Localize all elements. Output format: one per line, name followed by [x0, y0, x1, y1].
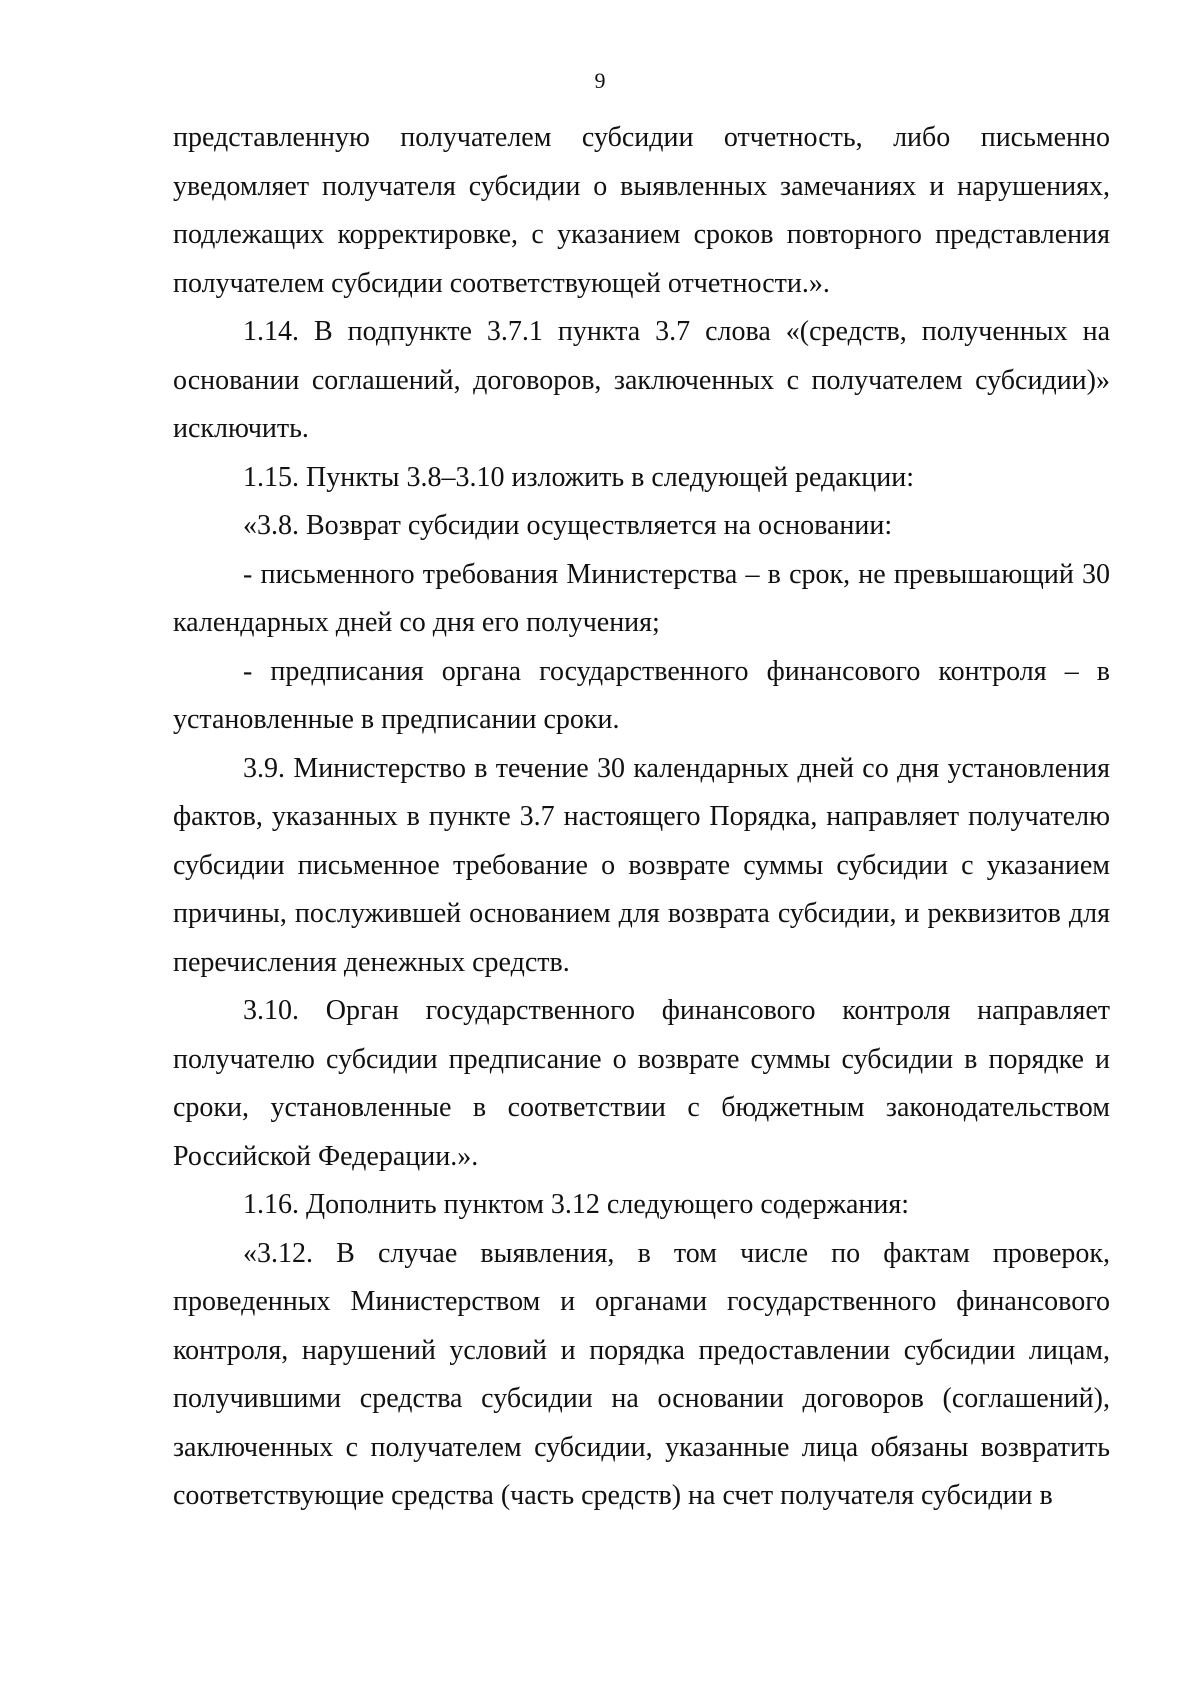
- paragraph-item-1-14: 1.14. В подпункте 3.7.1 пункта 3.7 слова «(средств, полученных на основании соглашений, договоров, заключенных с получателем субсидии)» исключить.: [173, 316, 1110, 444]
- paragraph-item-1-16: 1.16. Дополнить пунктом 3.12 следующего содержания:: [243, 1189, 910, 1220]
- paragraph-bullet-control-order: - предписания органа государственного финансового контроля – в установленные в предписании сроки.: [173, 655, 1110, 735]
- document-body: [173, 114, 1110, 1521]
- page-number: 9: [594, 68, 606, 93]
- paragraph-item-3-8: «3.8. Возврат субсидии осуществляется на основании:: [243, 510, 893, 541]
- paragraph-item-3-9: 3.9. Министерство в течение 30 календарных дней со дня установления фактов, указанных в пункте 3.7 настоящего Порядка, направляет получателю субсидии письменное требование о возврате суммы субсидии с указанием причины, послужившей основанием для возврата субсидии, и реквизитов для перечисления денежных средств.: [173, 752, 1110, 978]
- paragraph-item-3-10: 3.10. Орган государственного финансового контроля направляет получателю субсидии предписание о возврате суммы субсидии в порядке и сроки, установленные в соответствии с бюджетным законодательством Российской Федерации.».: [173, 995, 1110, 1172]
- paragraph-item-3-12: «3.12. В случае выявления, в том числе по фактам проверок, проведенных Министерством и органами государственного финансового контроля, нарушений условий и порядка предоставлении субсидии лицам, получившими средства субсидии на основании договоров (соглашений), заключенных с получателем субсидии, указанные лица обязаны возвратить соответствующие средства (часть средств) на счет получателя субсидии в: [173, 1237, 1110, 1511]
- paragraph-item-1-15: 1.15. Пункты 3.8–3.10 изложить в следующей редакции:: [243, 461, 915, 493]
- paragraph-bullet-ministry-request: - письменного требования Министерства – в срок, не превышающий 30 календарных дней со дня его получения;: [173, 558, 1110, 638]
- paragraph-continuation: представленную получателем субсидии отчетность, либо письменно уведомляет получателя субсидии о выявленных замечаниях и нарушениях, подлежащих корректировке, с указанием сроков повторного представления получателем субсидии соответствующей отчетности.».: [173, 122, 1110, 299]
